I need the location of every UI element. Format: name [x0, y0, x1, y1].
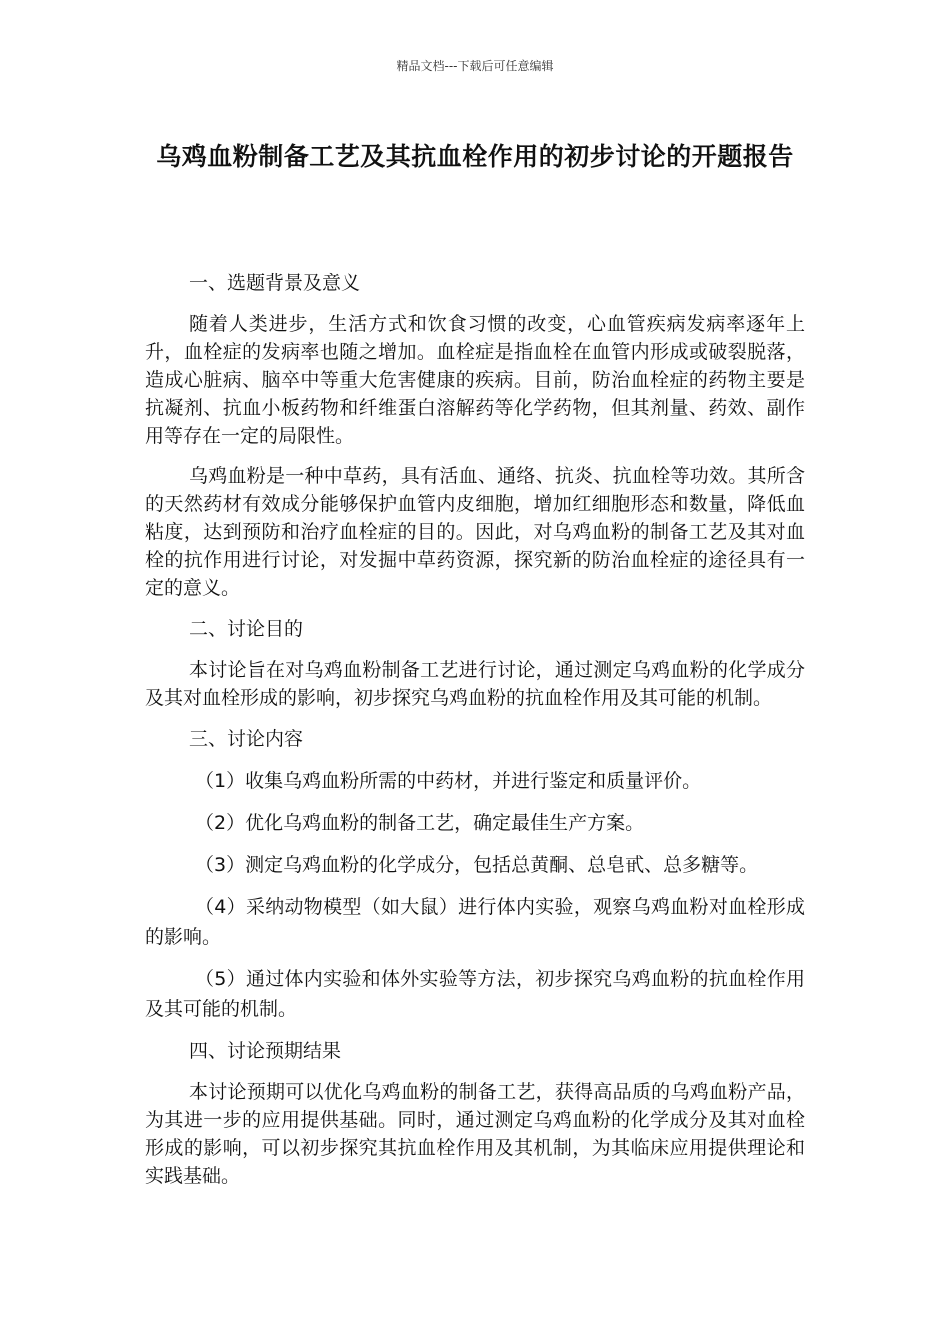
content-item-2: （2）优化乌鸡血粉的制备工艺，确定最佳生产方案。	[195, 812, 645, 834]
content-item-3: （3）测定乌鸡血粉的化学成分，包括总黄酮、总皂甙、总多糖等。	[195, 854, 759, 876]
content-item-1: （1）收集乌鸡血粉所需的中药材，并进行鉴定和质量评价。	[195, 770, 702, 792]
paragraph-background-2: 乌鸡血粉是一种中草药，具有活血、通络、抗炎、抗血栓等功效。其所含的天然药材有效成分能够保护血管内皮细胞，增加红细胞形态和数量，降低血粘度，达到预防和治疗血栓症的目的。因此，对乌鸡血粉的制备工艺及其对血栓的抗作用进行讨论，对发掘中草药资源，探究新的防治血栓症的途径具有一定的意义。	[145, 465, 805, 599]
section-heading-background: 一、选题背景及意义	[189, 272, 361, 294]
content-item-5: （5）通过体内实验和体外实验等方法，初步探究乌鸡血粉的抗血栓作用及其可能的机制。	[145, 968, 805, 1020]
document-title: 乌鸡血粉制备工艺及其抗血栓作用的初步讨论的开题报告	[156, 142, 794, 171]
paragraph-purpose: 本讨论旨在对乌鸡血粉制备工艺进行讨论，通过测定乌鸡血粉的化学成分及其对血栓形成的影响，初步探究乌鸡血粉的抗血栓作用及其可能的机制。	[145, 659, 805, 709]
paragraph-expected-results: 本讨论预期可以优化乌鸡血粉的制备工艺，获得高品质的乌鸡血粉产品，为其进一步的应用提供基础。同时，通过测定乌鸡血粉的化学成分及其对血栓形成的影响，可以初步探究其抗血栓作用及其机制，为其临床应用提供理论和实践基础。	[145, 1081, 805, 1187]
header-note: 精品文档---下载后可任意编辑	[396, 59, 554, 73]
paragraph-background-1: 随着人类进步，生活方式和饮食习惯的改变，心血管疾病发病率逐年上升，血栓症的发病率也随之增加。血栓症是指血栓在血管内形成或破裂脱落，造成心脏病、脑卒中等重大危害健康的疾病。目前，防治血栓症的药物主要是抗凝剂、抗血小板药物和纤维蛋白溶解药等化学药物，但其剂量、药效、副作用等存在一定的局限性。	[145, 313, 805, 447]
document-body	[145, 268, 805, 1202]
section-heading-expected-results: 四、讨论预期结果	[189, 1040, 342, 1062]
section-heading-content: 三、讨论内容	[189, 728, 304, 750]
section-heading-purpose: 二、讨论目的	[189, 618, 304, 640]
content-item-4: （4）采纳动物模型（如大鼠）进行体内实验，观察乌鸡血粉对血栓形成的影响。	[145, 896, 805, 948]
